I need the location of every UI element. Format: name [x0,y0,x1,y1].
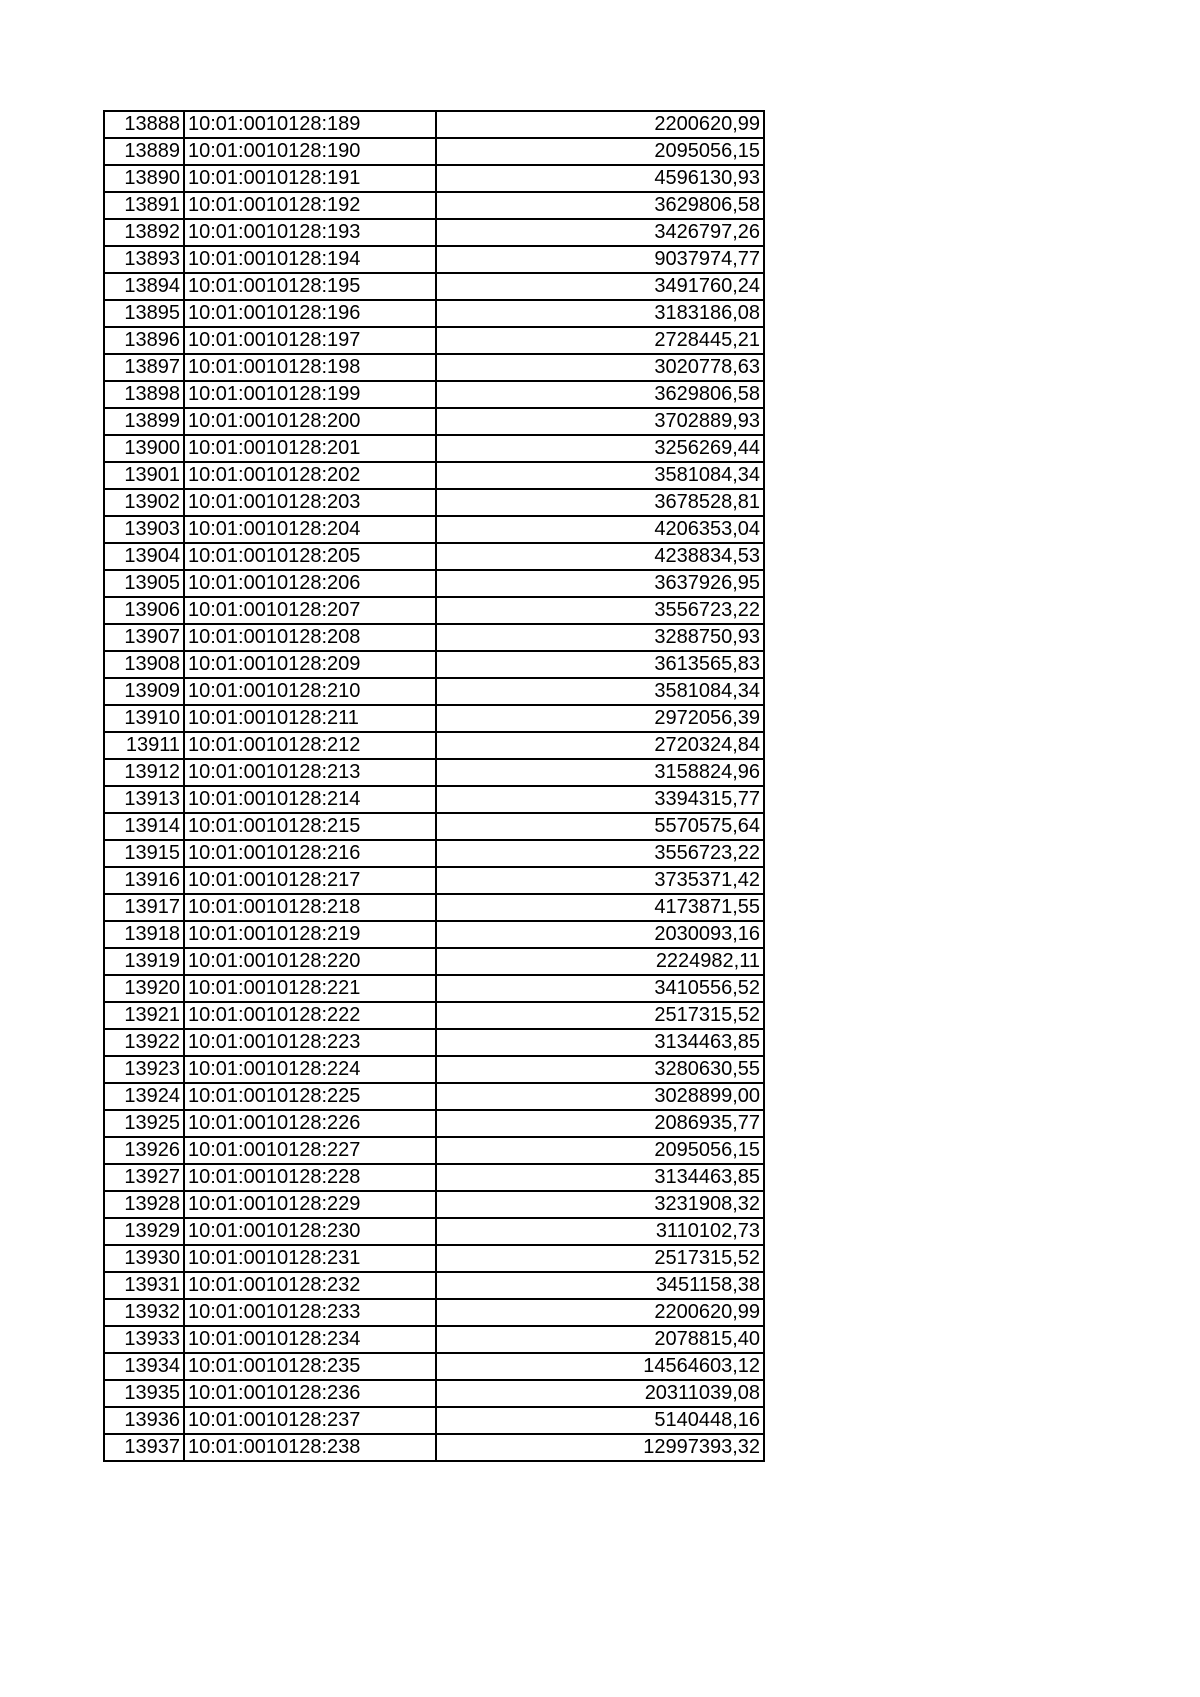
cadastral-number-cell: 10:01:0010128:229 [184,1191,436,1218]
row-number-cell: 13905 [104,570,184,597]
cadastral-number-cell: 10:01:0010128:195 [184,273,436,300]
cadastral-number-cell: 10:01:0010128:191 [184,165,436,192]
table-row [104,1407,764,1434]
cadastral-number-cell: 10:01:0010128:225 [184,1083,436,1110]
table-row [104,813,764,840]
cadastral-number-cell: 10:01:0010128:228 [184,1164,436,1191]
table-row [104,948,764,975]
cadastral-number-cell: 10:01:0010128:205 [184,543,436,570]
cadastral-number-cell: 10:01:0010128:230 [184,1218,436,1245]
value-cell: 3735371,42 [436,867,764,894]
row-number-cell: 13911 [104,732,184,759]
cadastral-number-cell: 10:01:0010128:197 [184,327,436,354]
row-number-cell: 13937 [104,1434,184,1461]
value-cell: 3556723,22 [436,840,764,867]
table-row [104,516,764,543]
cadastral-number-cell: 10:01:0010128:200 [184,408,436,435]
table-row [104,273,764,300]
table-row [104,570,764,597]
row-number-cell: 13920 [104,975,184,1002]
row-number-cell: 13928 [104,1191,184,1218]
table-row [104,354,764,381]
table-row [104,381,764,408]
row-number-cell: 13934 [104,1353,184,1380]
value-cell: 3231908,32 [436,1191,764,1218]
cadastral-number-cell: 10:01:0010128:211 [184,705,436,732]
table-row [104,1299,764,1326]
cadastral-number-cell: 10:01:0010128:215 [184,813,436,840]
table-row [104,840,764,867]
table-row [104,1083,764,1110]
value-cell: 2224982,11 [436,948,764,975]
cadastral-number-cell: 10:01:0010128:194 [184,246,436,273]
value-cell: 3581084,34 [436,678,764,705]
value-cell: 4596130,93 [436,165,764,192]
table-row [104,1218,764,1245]
row-number-cell: 13915 [104,840,184,867]
value-cell: 3134463,85 [436,1029,764,1056]
row-number-cell: 13893 [104,246,184,273]
table-row [104,921,764,948]
row-number-cell: 13904 [104,543,184,570]
table-row [104,111,764,138]
table-row [104,1110,764,1137]
row-number-cell: 13907 [104,624,184,651]
cadastral-number-cell: 10:01:0010128:221 [184,975,436,1002]
table-row [104,1029,764,1056]
value-cell: 2095056,15 [436,138,764,165]
value-cell: 2720324,84 [436,732,764,759]
value-cell: 3702889,93 [436,408,764,435]
cadastral-number-cell: 10:01:0010128:218 [184,894,436,921]
cadastral-number-cell: 10:01:0010128:190 [184,138,436,165]
row-number-cell: 13919 [104,948,184,975]
table-row [104,327,764,354]
value-cell: 2095056,15 [436,1137,764,1164]
value-cell: 20311039,08 [436,1380,764,1407]
value-cell: 2517315,52 [436,1245,764,1272]
row-number-cell: 13908 [104,651,184,678]
cadastral-number-cell: 10:01:0010128:235 [184,1353,436,1380]
value-cell: 4173871,55 [436,894,764,921]
value-cell: 3183186,08 [436,300,764,327]
value-cell: 2728445,21 [436,327,764,354]
table-row [104,1326,764,1353]
value-cell: 2086935,77 [436,1110,764,1137]
row-number-cell: 13933 [104,1326,184,1353]
row-number-cell: 13902 [104,489,184,516]
value-cell: 3280630,55 [436,1056,764,1083]
value-cell: 3394315,77 [436,786,764,813]
row-number-cell: 13918 [104,921,184,948]
table-row [104,1164,764,1191]
cadastral-number-cell: 10:01:0010128:220 [184,948,436,975]
value-cell: 9037974,77 [436,246,764,273]
row-number-cell: 13898 [104,381,184,408]
value-cell: 3629806,58 [436,381,764,408]
row-number-cell: 13899 [104,408,184,435]
row-number-cell: 13916 [104,867,184,894]
value-cell: 3629806,58 [436,192,764,219]
cadastral-number-cell: 10:01:0010128:222 [184,1002,436,1029]
row-number-cell: 13913 [104,786,184,813]
row-number-cell: 13894 [104,273,184,300]
row-number-cell: 13888 [104,111,184,138]
row-number-cell: 13896 [104,327,184,354]
value-cell: 3020778,63 [436,354,764,381]
value-cell: 3613565,83 [436,651,764,678]
row-number-cell: 13892 [104,219,184,246]
table-row [104,597,764,624]
row-number-cell: 13924 [104,1083,184,1110]
row-number-cell: 13926 [104,1137,184,1164]
table-row [104,759,764,786]
value-cell: 2200620,99 [436,111,764,138]
row-number-cell: 13900 [104,435,184,462]
value-cell: 3410556,52 [436,975,764,1002]
cadastral-number-cell: 10:01:0010128:217 [184,867,436,894]
table-row [104,1056,764,1083]
value-cell: 3581084,34 [436,462,764,489]
value-cell: 2078815,40 [436,1326,764,1353]
table-row [104,165,764,192]
table-body [104,111,764,1461]
row-number-cell: 13901 [104,462,184,489]
value-cell: 3678528,81 [436,489,764,516]
value-cell: 3556723,22 [436,597,764,624]
cadastral-value-table [103,110,765,1462]
value-cell: 3028899,00 [436,1083,764,1110]
cadastral-number-cell: 10:01:0010128:192 [184,192,436,219]
table-row [104,975,764,1002]
row-number-cell: 13890 [104,165,184,192]
table-row [104,462,764,489]
row-number-cell: 13929 [104,1218,184,1245]
table-row [104,1380,764,1407]
row-number-cell: 13909 [104,678,184,705]
cadastral-number-cell: 10:01:0010128:189 [184,111,436,138]
table-row [104,705,764,732]
row-number-cell: 13910 [104,705,184,732]
table-row [104,732,764,759]
cadastral-number-cell: 10:01:0010128:207 [184,597,436,624]
value-cell: 3491760,24 [436,273,764,300]
table-row [104,1137,764,1164]
value-cell: 3637926,95 [436,570,764,597]
table-row [104,1002,764,1029]
cadastral-number-cell: 10:01:0010128:198 [184,354,436,381]
cadastral-number-cell: 10:01:0010128:234 [184,1326,436,1353]
table-row [104,1191,764,1218]
cadastral-number-cell: 10:01:0010128:193 [184,219,436,246]
row-number-cell: 13891 [104,192,184,219]
cadastral-number-cell: 10:01:0010128:233 [184,1299,436,1326]
table-row [104,1272,764,1299]
value-cell: 5140448,16 [436,1407,764,1434]
cadastral-number-cell: 10:01:0010128:216 [184,840,436,867]
cadastral-number-cell: 10:01:0010128:231 [184,1245,436,1272]
row-number-cell: 13906 [104,597,184,624]
cadastral-number-cell: 10:01:0010128:196 [184,300,436,327]
value-cell: 14564603,12 [436,1353,764,1380]
cadastral-number-cell: 10:01:0010128:201 [184,435,436,462]
table-row [104,1353,764,1380]
value-cell: 3451158,38 [436,1272,764,1299]
value-cell: 4206353,04 [436,516,764,543]
cadastral-number-cell: 10:01:0010128:214 [184,786,436,813]
table-row [104,219,764,246]
table-row [104,867,764,894]
cadastral-number-cell: 10:01:0010128:227 [184,1137,436,1164]
row-number-cell: 13930 [104,1245,184,1272]
value-cell: 2517315,52 [436,1002,764,1029]
row-number-cell: 13935 [104,1380,184,1407]
cadastral-number-cell: 10:01:0010128:206 [184,570,436,597]
cadastral-number-cell: 10:01:0010128:219 [184,921,436,948]
value-cell: 5570575,64 [436,813,764,840]
value-cell: 3134463,85 [436,1164,764,1191]
value-cell: 2200620,99 [436,1299,764,1326]
row-number-cell: 13912 [104,759,184,786]
cadastral-number-cell: 10:01:0010128:204 [184,516,436,543]
cadastral-number-cell: 10:01:0010128:223 [184,1029,436,1056]
value-cell: 3158824,96 [436,759,764,786]
cadastral-number-cell: 10:01:0010128:226 [184,1110,436,1137]
table-row [104,300,764,327]
row-number-cell: 13922 [104,1029,184,1056]
row-number-cell: 13932 [104,1299,184,1326]
cadastral-number-cell: 10:01:0010128:202 [184,462,436,489]
row-number-cell: 13917 [104,894,184,921]
value-cell: 3256269,44 [436,435,764,462]
table-row [104,678,764,705]
cadastral-number-cell: 10:01:0010128:238 [184,1434,436,1461]
value-cell: 12997393,32 [436,1434,764,1461]
value-cell: 2972056,39 [436,705,764,732]
table-row [104,1245,764,1272]
table-row [104,246,764,273]
table-row [104,651,764,678]
row-number-cell: 13936 [104,1407,184,1434]
row-number-cell: 13895 [104,300,184,327]
value-cell: 3288750,93 [436,624,764,651]
row-number-cell: 13923 [104,1056,184,1083]
table-row [104,543,764,570]
table-row [104,408,764,435]
value-cell: 3426797,26 [436,219,764,246]
value-cell: 4238834,53 [436,543,764,570]
cadastral-number-cell: 10:01:0010128:224 [184,1056,436,1083]
value-cell: 3110102,73 [436,1218,764,1245]
table-row [104,624,764,651]
cadastral-number-cell: 10:01:0010128:212 [184,732,436,759]
table-row [104,192,764,219]
value-cell: 2030093,16 [436,921,764,948]
cadastral-number-cell: 10:01:0010128:209 [184,651,436,678]
cadastral-number-cell: 10:01:0010128:208 [184,624,436,651]
cadastral-number-cell: 10:01:0010128:237 [184,1407,436,1434]
table-row [104,1434,764,1461]
cadastral-number-cell: 10:01:0010128:203 [184,489,436,516]
table-row [104,894,764,921]
table-row [104,786,764,813]
row-number-cell: 13927 [104,1164,184,1191]
table-row [104,489,764,516]
table-row [104,435,764,462]
cadastral-number-cell: 10:01:0010128:232 [184,1272,436,1299]
row-number-cell: 13897 [104,354,184,381]
cadastral-number-cell: 10:01:0010128:210 [184,678,436,705]
row-number-cell: 13903 [104,516,184,543]
row-number-cell: 13931 [104,1272,184,1299]
row-number-cell: 13925 [104,1110,184,1137]
row-number-cell: 13921 [104,1002,184,1029]
row-number-cell: 13914 [104,813,184,840]
cadastral-number-cell: 10:01:0010128:199 [184,381,436,408]
cadastral-number-cell: 10:01:0010128:236 [184,1380,436,1407]
table-row [104,138,764,165]
row-number-cell: 13889 [104,138,184,165]
cadastral-number-cell: 10:01:0010128:213 [184,759,436,786]
